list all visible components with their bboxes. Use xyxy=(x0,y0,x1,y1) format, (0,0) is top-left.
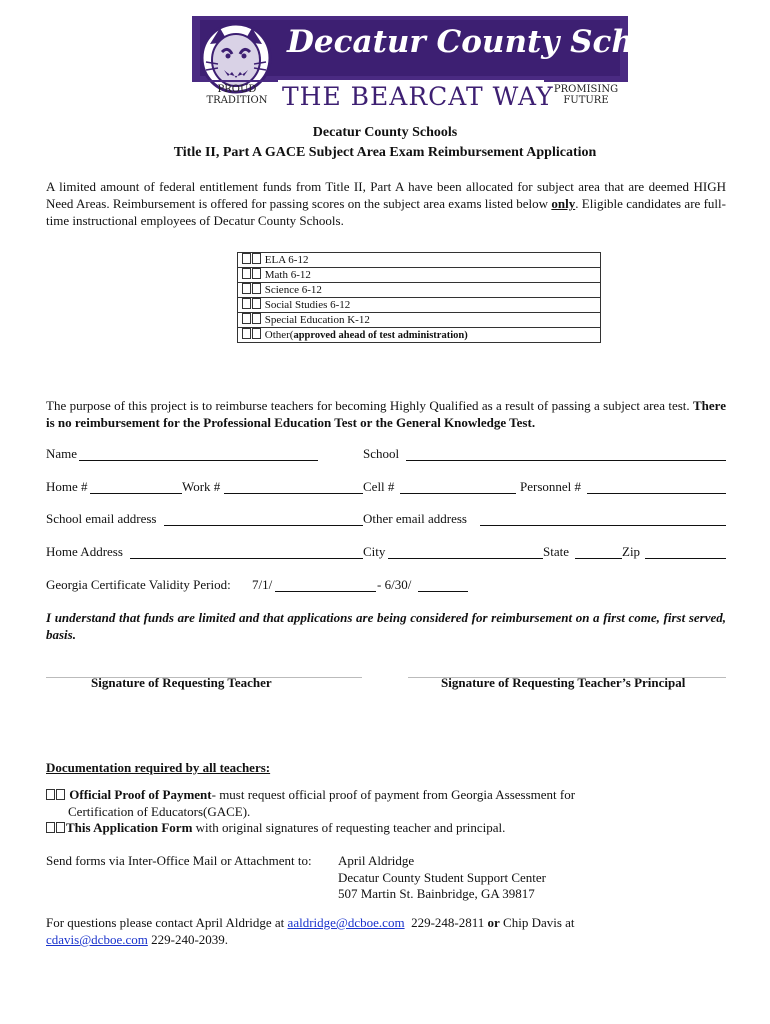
teacher-signature-label: Signature of Requesting Teacher xyxy=(91,675,272,690)
cert-end-label: - 6/30/ xyxy=(377,577,412,592)
home-address-label: Home Address xyxy=(46,544,123,559)
purpose-exclusion: There is no reimbursement for the Professional Education Test or the General Knowledge Test. xyxy=(46,398,726,430)
school-label: School xyxy=(363,446,400,461)
purpose-paragraph: The purpose of this project is to reimburse teachers for becoming Highly Qualified as a result of passing a subject area test. There is no reimbursement for the Professional Education Test or the General Knowledge Test. xyxy=(46,398,726,430)
address-row xyxy=(46,544,728,562)
checkbox-icon[interactable] xyxy=(242,283,251,294)
checkbox-icon[interactable] xyxy=(242,328,251,339)
email-link-cdavis[interactable]: cdavis@dcboe.com xyxy=(46,932,148,947)
work-phone-field[interactable] xyxy=(224,493,363,494)
home-phone-field[interactable] xyxy=(90,493,182,494)
checkbox-icon[interactable] xyxy=(252,253,261,264)
acknowledgement: I understand that funds are limited and that applications are being considered for reimbursement on a first come, first served, basis. xyxy=(46,610,726,642)
other-email-label: Other email address xyxy=(363,511,467,526)
cell-label: Cell # xyxy=(363,479,395,494)
name-school-row xyxy=(46,446,728,464)
zip-label: Zip xyxy=(622,544,641,559)
state-label: State xyxy=(543,544,569,559)
email-link-aaldridge[interactable]: aaldridge@dcboe.com xyxy=(287,915,405,930)
form-title: Title II, Part A GACE Subject Area Exam Reimbursement Application xyxy=(173,145,597,160)
subject-area-row: Social Studies 6-12 xyxy=(238,298,600,313)
subject-area-row: Science 6-12 xyxy=(238,283,600,298)
email-row xyxy=(46,511,728,529)
intro-paragraph: A limited amount of federal entitlement funds from Title II, Part A have been allocated for subject area that are deemed HIGH Need Areas. Reimbursement is offered for passing scores on the subject area exams listed below only. Eligible candidates are full-time instructional employees of Decatur County Schools. xyxy=(46,179,726,228)
checkbox-icon[interactable] xyxy=(252,268,261,279)
certificate-row xyxy=(46,577,728,595)
checkbox-icon[interactable] xyxy=(242,253,251,264)
name-field[interactable] xyxy=(79,460,318,461)
home-phone-label: Home # xyxy=(46,479,88,494)
contact-line: For questions please contact April Aldridge at aaldridge@dcboe.com 229-248-2811 or Chip Davis at xyxy=(46,915,575,930)
state-field[interactable] xyxy=(575,558,622,559)
checkbox-icon[interactable] xyxy=(252,298,261,309)
intro-emphasis: only xyxy=(551,196,576,211)
school-email-field[interactable] xyxy=(164,525,363,526)
documentation-item-proof-cont: Certification of Educators(GACE). xyxy=(68,804,251,819)
cell-field[interactable] xyxy=(400,493,516,494)
district-logo xyxy=(192,16,705,111)
documentation-item-form: This Application Form with original signatures of requesting teacher and principal. xyxy=(46,820,505,836)
school-field[interactable] xyxy=(406,460,726,461)
checkbox-icon[interactable] xyxy=(242,268,251,279)
checkbox-icon[interactable] xyxy=(46,789,55,800)
documentation-heading: Documentation required by all teachers: xyxy=(46,760,271,775)
subject-area-row: Math 6-12 xyxy=(238,268,600,283)
subject-area-row: ELA 6-12 xyxy=(238,253,600,268)
city-label: City xyxy=(363,544,386,559)
send-address: 507 Martin St. Bainbridge, GA 39817 xyxy=(338,886,535,901)
checkbox-icon[interactable] xyxy=(252,283,261,294)
cert-start-field[interactable] xyxy=(275,591,376,592)
subject-area-row: Special Education K-12 xyxy=(238,313,600,328)
checkbox-icon[interactable] xyxy=(242,298,251,309)
send-org: Decatur County Student Support Center xyxy=(338,870,546,885)
send-name: April Aldridge xyxy=(338,853,415,868)
org-title: Decatur County Schools xyxy=(312,125,458,140)
personnel-field[interactable] xyxy=(587,493,726,494)
checkbox-icon[interactable] xyxy=(56,822,65,833)
personnel-label: Personnel # xyxy=(520,479,582,494)
send-label: Send forms via Inter-Office Mail or Attachment to: xyxy=(46,853,312,868)
subject-area-row: Other(approved ahead of test administration) xyxy=(238,328,600,342)
logo-script-title: Decatur County Schools xyxy=(287,24,705,60)
cert-end-field[interactable] xyxy=(418,591,468,592)
principal-signature-label: Signature of Requesting Teacher’s Principal xyxy=(441,675,686,690)
checkbox-icon[interactable] xyxy=(56,789,65,800)
city-field[interactable] xyxy=(388,558,543,559)
contact-line-2: cdavis@dcboe.com 229-240-2039. xyxy=(46,932,229,947)
checkbox-icon[interactable] xyxy=(252,313,261,324)
phone-row xyxy=(46,479,728,497)
documentation-item-proof: Official Proof of Payment- must request official proof of payment from Georgia Assessment for xyxy=(46,787,575,803)
name-label: Name xyxy=(46,446,78,461)
other-note: approved ahead of test administration) xyxy=(293,330,468,341)
logo-left-tagline: PROUD TRADITION xyxy=(206,84,268,106)
checkbox-icon[interactable] xyxy=(242,313,251,324)
checkbox-icon[interactable] xyxy=(46,822,55,833)
logo-banner xyxy=(192,16,705,80)
zip-field[interactable] xyxy=(645,558,726,559)
home-address-field[interactable] xyxy=(130,558,363,559)
logo-motto: THE BEARCAT WAY xyxy=(282,82,554,111)
checkbox-icon[interactable] xyxy=(252,328,261,339)
other-email-field[interactable] xyxy=(480,525,726,526)
school-email-label: School email address xyxy=(46,511,157,526)
cert-label: Georgia Certificate Validity Period: xyxy=(46,577,231,592)
subject-area-checklist xyxy=(237,252,601,343)
logo-right-tagline: PROMISING FUTURE xyxy=(553,84,619,106)
work-phone-label: Work # xyxy=(182,479,221,494)
cert-start-label: 7/1/ xyxy=(252,577,273,592)
